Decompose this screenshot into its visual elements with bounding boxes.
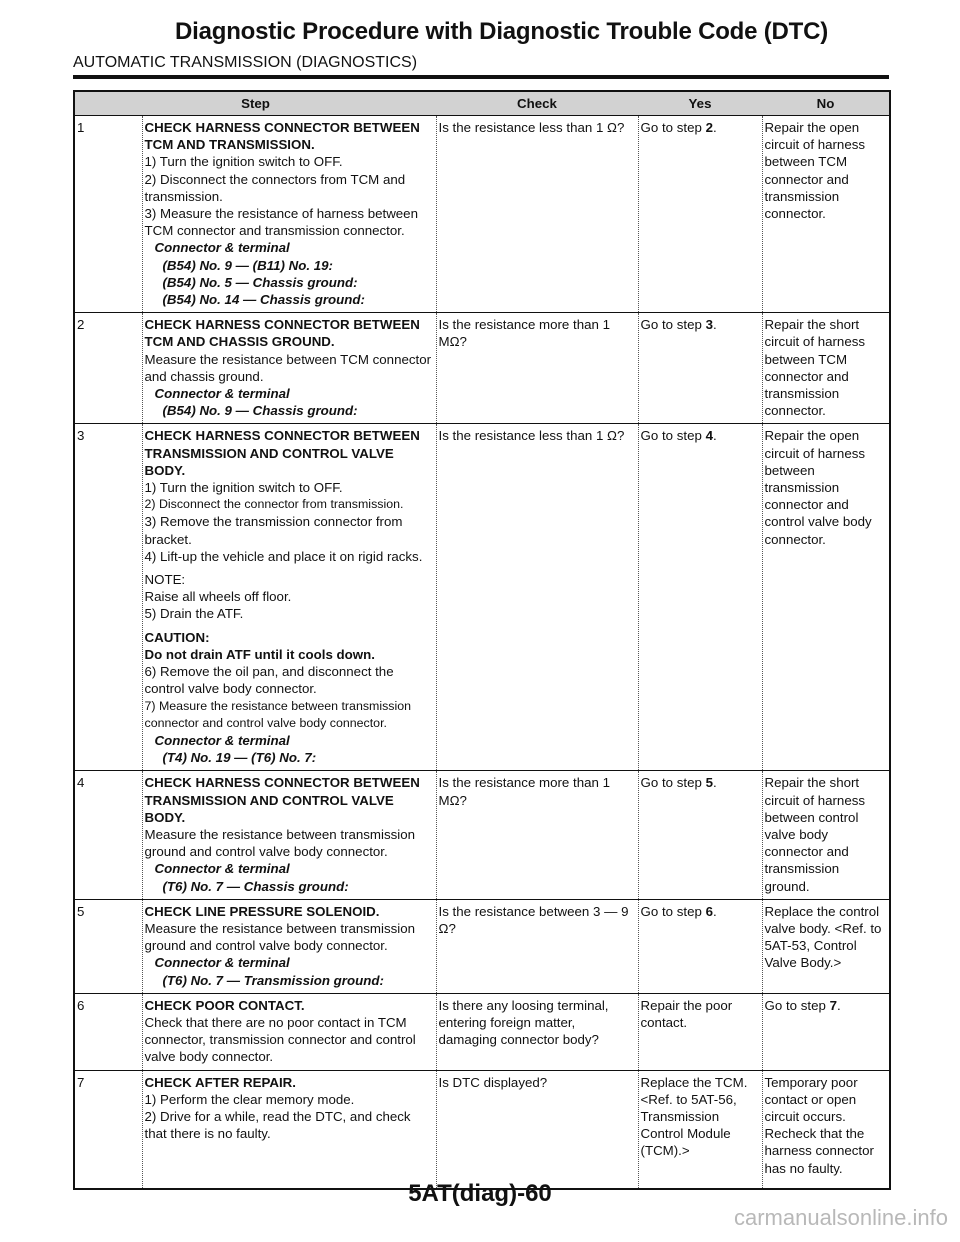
step-line: 3) Measure the resistance of harness between TCM connector and transmission connector. [144, 206, 418, 239]
connector-item: (T6) No. 7 — Transmission ground: [162, 972, 384, 988]
column-header-check: Check [436, 91, 638, 116]
no-cell [762, 993, 890, 1070]
step-heading: CHECK HARNESS CONNECTOR BETWEEN TRANSMISSION AND CONTROL VALVE BODY. [144, 428, 420, 478]
header-rule [73, 75, 889, 79]
yes-step-ref: 3 [705, 317, 713, 333]
step-line: 2) Drive for a while, read the DTC, and check that there is no faulty. [144, 1108, 411, 1142]
yes-cell [638, 899, 762, 993]
step-description [142, 424, 436, 771]
step-line: 3) Remove the transmission connector from bracket. [144, 514, 403, 547]
yes-cell [638, 313, 762, 424]
caution-text: Do not drain ATF until it cools down. [144, 646, 375, 662]
yes-text: Go to step [640, 317, 706, 333]
check-cell: Is the resistance between 3 — 9 Ω? [436, 899, 638, 993]
no-cell: Temporary poor contact or open circuit occurs. Recheck that the harness connector has no faulty. [762, 1070, 890, 1189]
check-cell: Is DTC displayed? [436, 1070, 638, 1189]
table-header-row [74, 91, 890, 116]
yes-suffix: . [712, 903, 717, 919]
yes-step-ref: 2 [705, 120, 713, 135]
no-cell: Repair the open circuit of harness between transmission connector and control valve body connector. [762, 424, 890, 771]
step-line: 1) Perform the clear memory mode. [144, 1091, 355, 1107]
connector-item: (T6) No. 7 — Chassis ground: [162, 878, 349, 894]
no-cell: Replace the control valve body. <Ref. to 5AT-53, Control Valve Body.> [762, 899, 890, 993]
connector-label: Connector & terminal [154, 861, 290, 877]
column-header-no: No [762, 91, 890, 116]
connector-item: (T4) No. 19 — (T6) No. 7: [162, 750, 317, 766]
step-description [142, 313, 436, 424]
step-text: Measure the resistance between TCM connector and chassis ground. [144, 351, 432, 384]
watermark: carmanualsonline.info [733, 1205, 948, 1230]
yes-text: Go to step [640, 428, 706, 444]
yes-suffix: . [712, 317, 717, 333]
section-subtitle: AUTOMATIC TRANSMISSION (DIAGNOSTICS) [73, 54, 418, 71]
yes-text: Go to step [640, 775, 706, 791]
step-number: 6 [74, 993, 142, 1070]
connector-item: (B54) No. 5 — Chassis ground: [162, 274, 358, 290]
step-heading: CHECK POOR CONTACT. [144, 997, 305, 1013]
step-description [142, 771, 436, 899]
no-cell: Repair the short circuit of harness between TCM connector and transmission connector. [762, 313, 890, 424]
step-heading: CHECK HARNESS CONNECTOR BETWEEN TRANSMISSION AND CONTROL VALVE BODY. [144, 775, 420, 825]
step-number: 2 [74, 313, 142, 424]
step-number: 5 [74, 899, 142, 993]
step-text: Measure the resistance between transmission ground and control valve body connector. [144, 920, 416, 954]
step-description [142, 116, 436, 313]
no-cell: Repair the open circuit of harness between TCM connector and transmission connector. [762, 116, 890, 313]
yes-cell: Replace the TCM. <Ref. to 5AT-56, Transmission Control Module (TCM).> [638, 1070, 762, 1189]
no-suffix: . [836, 997, 841, 1013]
yes-step-ref: 5 [705, 775, 713, 791]
connector-item: (B54) No. 9 — Chassis ground: [162, 403, 358, 419]
check-cell: Is the resistance more than 1 MΩ? [436, 313, 638, 424]
step-heading: CHECK LINE PRESSURE SOLENOID. [144, 903, 380, 919]
table-row [74, 116, 890, 313]
step-text: Check that there are no poor contact in TCM connector, transmission connector and control valve body connector. [144, 1014, 416, 1065]
table-row [74, 771, 890, 899]
step-number: 4 [74, 771, 142, 899]
step-number: 3 [74, 424, 142, 771]
step-line: 7) Measure the resistance between transmission connector and control valve body connector. [144, 698, 412, 730]
check-cell: Is there any loosing terminal, entering foreign matter, damaging connector body? [436, 993, 638, 1070]
step-line: 2) Disconnect the connector from transmission. [144, 497, 404, 512]
step-line: 4) Lift-up the vehicle and place it on rigid racks. [144, 548, 423, 564]
connector-item: (B54) No. 9 — (B11) No. 19: [162, 257, 333, 273]
step-description [142, 993, 436, 1070]
row-spacer [145, 1142, 434, 1184]
step-description [142, 1070, 436, 1189]
step-number: 1 [74, 116, 142, 313]
note-text: Raise all wheels off floor. [144, 589, 292, 605]
caution-label: CAUTION: [144, 629, 210, 645]
no-cell: Repair the short circuit of harness between control valve body connector and transmission ground. [762, 771, 890, 899]
no-step-ref: 7 [829, 997, 837, 1013]
table-row [74, 1070, 890, 1189]
connector-item: (B54) No. 14 — Chassis ground: [162, 292, 365, 308]
yes-step-ref: 6 [705, 903, 713, 919]
yes-text: Go to step [640, 903, 706, 919]
yes-suffix: . [712, 428, 717, 444]
yes-suffix: . [712, 775, 717, 791]
note-label: NOTE: [144, 572, 186, 588]
connector-label: Connector & terminal [154, 955, 290, 971]
no-text: Go to step [764, 997, 830, 1013]
table-row [74, 993, 890, 1070]
yes-text: Go to step [640, 120, 706, 135]
yes-cell: Repair the poor contact. [638, 993, 762, 1070]
table-row [74, 424, 890, 771]
check-cell: Is the resistance less than 1 Ω? [436, 424, 638, 771]
step-number: 7 [74, 1070, 142, 1189]
yes-cell [638, 771, 762, 899]
step-line: 5) Drain the ATF. [144, 606, 244, 622]
connector-label: Connector & terminal [154, 386, 290, 402]
diagnostic-procedure-table [73, 90, 891, 1190]
check-cell: Is the resistance more than 1 MΩ? [436, 771, 638, 899]
step-heading: CHECK HARNESS CONNECTOR BETWEEN TCM AND CHASSIS GROUND. [144, 317, 420, 350]
column-header-step: Step [74, 91, 436, 116]
step-line: 1) Turn the ignition switch to OFF. [144, 480, 343, 496]
table-row [74, 313, 890, 424]
yes-suffix: . [712, 120, 717, 135]
step-line: 6) Remove the oil pan, and disconnect the control valve body connector. [144, 664, 394, 697]
yes-step-ref: 4 [705, 428, 713, 444]
yes-cell [638, 116, 762, 313]
step-description [142, 899, 436, 993]
connector-label: Connector & terminal [154, 732, 290, 748]
page-number: 5AT(diag)-60 [408, 1180, 552, 1207]
page-title: Diagnostic Procedure with Diagnostic Trouble Code (DTC) [175, 18, 829, 45]
step-text: Measure the resistance between transmission ground and control valve body connector. [144, 826, 416, 860]
step-heading: CHECK AFTER REPAIR. [144, 1074, 296, 1090]
step-line: 1) Turn the ignition switch to OFF. [144, 154, 343, 170]
step-line: 2) Disconnect the connectors from TCM and transmission. [144, 171, 406, 204]
step-heading: CHECK HARNESS CONNECTOR BETWEEN TCM AND TRANSMISSION. [144, 120, 420, 153]
yes-cell [638, 424, 762, 771]
table-row [74, 899, 890, 993]
column-header-yes: Yes [638, 91, 762, 116]
connector-label: Connector & terminal [154, 240, 290, 256]
check-cell: Is the resistance less than 1 Ω? [436, 116, 638, 313]
